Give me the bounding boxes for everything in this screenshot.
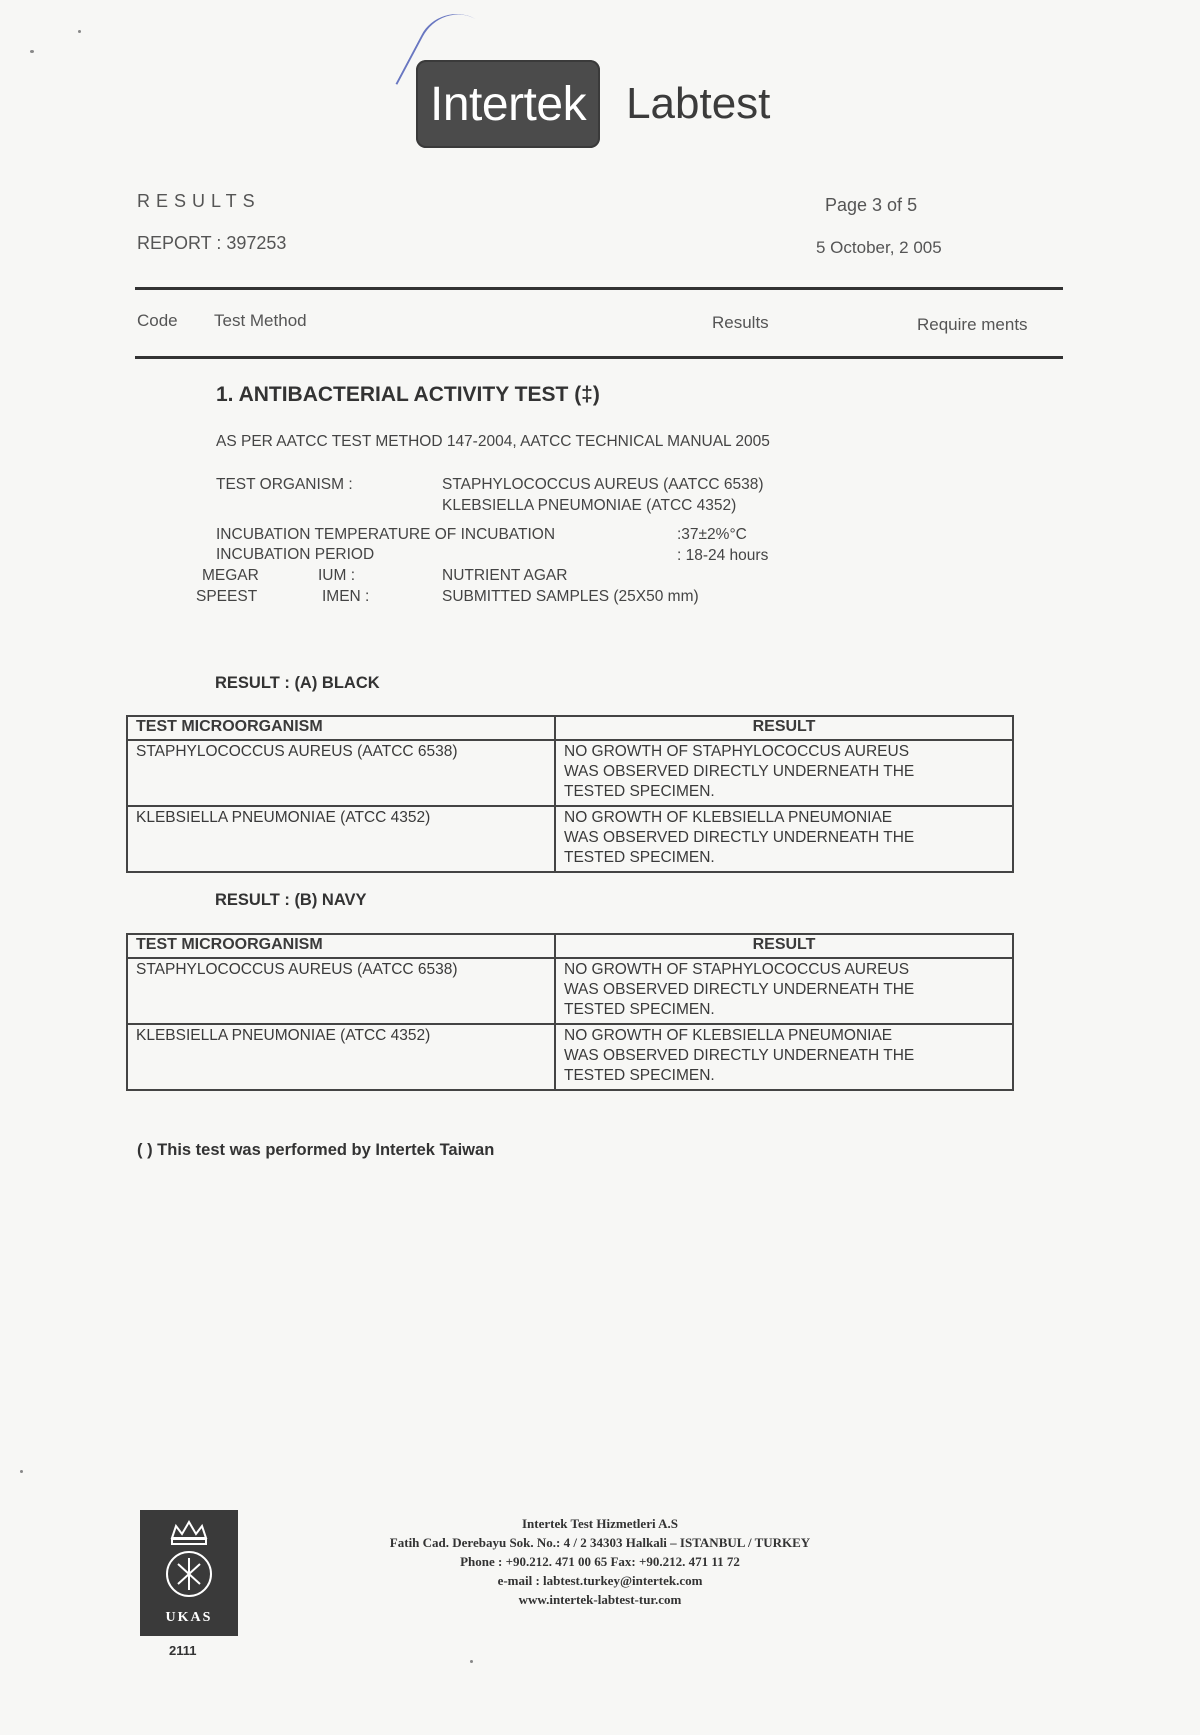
organism-cell: STAPHYLOCOCCUS AUREUS (AATCC 6538) bbox=[127, 740, 555, 806]
scan-speck bbox=[30, 50, 34, 53]
page-indicator: Page 3 of 5 bbox=[825, 195, 918, 215]
column-header-requirements: Require ments bbox=[917, 315, 1028, 334]
table-row bbox=[127, 806, 1013, 872]
report-number: REPORT : 397253 bbox=[137, 233, 287, 253]
result-line: TESTED SPECIMEN. bbox=[564, 849, 715, 866]
organism-cell: KLEBSIELLA PNEUMONIAE (ATCC 4352) bbox=[127, 1024, 555, 1090]
col-test-microorganism: TEST MICROORGANISM bbox=[127, 716, 555, 740]
result-a-heading: RESULT : (A) BLACK bbox=[215, 674, 380, 692]
medium-label-part-b: IUM : bbox=[318, 567, 356, 584]
specimen-label-part-a: SPEEST bbox=[196, 588, 258, 605]
result-b-heading: RESULT : (B) NAVY bbox=[215, 891, 367, 909]
col-result: RESULT bbox=[555, 716, 1013, 740]
result-line: NO GROWTH OF STAPHYLOCOCCUS AUREUS bbox=[564, 961, 910, 978]
table-row bbox=[127, 1024, 1013, 1090]
footer-website: www.intertek-labtest-tur.com bbox=[518, 1592, 682, 1607]
result-line: WAS OBSERVED DIRECTLY UNDERNEATH THE bbox=[564, 1047, 915, 1064]
company-logo bbox=[416, 60, 770, 148]
header-divider-bottom bbox=[135, 356, 1063, 359]
scan-speck bbox=[470, 1660, 473, 1663]
test-organism-label: TEST ORGANISM : bbox=[216, 476, 353, 493]
col-test-microorganism: TEST MICROORGANISM bbox=[127, 934, 555, 958]
result-line: NO GROWTH OF KLEBSIELLA PNEUMONIAE bbox=[564, 1027, 893, 1044]
ukas-number: 2111 bbox=[169, 1643, 197, 1658]
footer-address: Fatih Cad. Derebayu Sok. No.: 4 / 2 34303 Halkali – ISTANBUL / TURKEY bbox=[389, 1535, 811, 1550]
ukas-label: UKAS bbox=[165, 1610, 213, 1625]
footer-email: e-mail : labtest.turkey@intertek.com bbox=[497, 1573, 703, 1588]
result-line: NO GROWTH OF KLEBSIELLA PNEUMONIAE bbox=[564, 809, 893, 826]
result-cell bbox=[555, 740, 1013, 806]
table-row bbox=[127, 958, 1013, 1024]
scan-speck bbox=[20, 1470, 23, 1473]
result-b-table bbox=[126, 933, 1014, 1091]
results-title: RESULTS bbox=[137, 191, 261, 211]
column-header-code: Code bbox=[137, 311, 178, 330]
column-header-test-method: Test Method bbox=[214, 311, 307, 330]
table-header-row bbox=[127, 716, 1013, 740]
header-divider-top bbox=[135, 287, 1063, 290]
footer-company: Intertek Test Hizmetleri A.S bbox=[522, 1516, 678, 1531]
organism-cell: STAPHYLOCOCCUS AUREUS (AATCC 6538) bbox=[127, 958, 555, 1024]
result-line: NO GROWTH OF STAPHYLOCOCCUS AUREUS bbox=[564, 743, 910, 760]
footnote: ( ) This test was performed by Intertek Taiwan bbox=[137, 1141, 495, 1159]
scan-speck bbox=[78, 30, 81, 33]
col-result: RESULT bbox=[555, 934, 1013, 958]
specimen-label-part-b: IMEN : bbox=[322, 588, 370, 605]
company-footer bbox=[300, 1514, 900, 1609]
result-cell bbox=[555, 806, 1013, 872]
test-method-reference: AS PER AATCC TEST METHOD 147-2004, AATCC TECHNICAL MANUAL 2005 bbox=[216, 433, 770, 450]
logo-primary: Intertek bbox=[416, 60, 600, 148]
logo-secondary: Labtest bbox=[626, 79, 771, 128]
table-header-row bbox=[127, 934, 1013, 958]
result-line: TESTED SPECIMEN. bbox=[564, 783, 715, 800]
test-organism-1: STAPHYLOCOCCUS AUREUS (AATCC 6538) bbox=[442, 476, 764, 493]
result-cell bbox=[555, 958, 1013, 1024]
result-line: TESTED SPECIMEN. bbox=[564, 1001, 715, 1018]
result-a-table bbox=[126, 715, 1014, 873]
result-line: WAS OBSERVED DIRECTLY UNDERNEATH THE bbox=[564, 981, 915, 998]
report-date: 5 October, 2 005 bbox=[816, 238, 942, 257]
result-line: WAS OBSERVED DIRECTLY UNDERNEATH THE bbox=[564, 763, 915, 780]
incubation-temp-label: INCUBATION TEMPERATURE OF INCUBATION bbox=[216, 526, 556, 543]
section-title: 1. ANTIBACTERIAL ACTIVITY TEST (‡) bbox=[216, 383, 600, 406]
result-line: TESTED SPECIMEN. bbox=[564, 1067, 715, 1084]
result-line: WAS OBSERVED DIRECTLY UNDERNEATH THE bbox=[564, 829, 915, 846]
test-organism-2: KLEBSIELLA PNEUMONIAE (ATCC 4352) bbox=[442, 497, 737, 514]
medium-value: NUTRIENT AGAR bbox=[442, 567, 568, 584]
incubation-temp-value: :37±2%°C bbox=[677, 526, 747, 543]
specimen-value: SUBMITTED SAMPLES (25X50 mm) bbox=[442, 588, 699, 605]
medium-label-part-a: MEGAR bbox=[202, 567, 259, 584]
table-row bbox=[127, 740, 1013, 806]
result-cell bbox=[555, 1024, 1013, 1090]
ukas-accreditation-badge bbox=[140, 1510, 238, 1636]
ukas-crown-icon bbox=[158, 1516, 220, 1608]
organism-cell: KLEBSIELLA PNEUMONIAE (ATCC 4352) bbox=[127, 806, 555, 872]
footer-phone: Phone : +90.212. 471 00 65 Fax: +90.212. 471 11 72 bbox=[460, 1554, 740, 1569]
incubation-period-label: INCUBATION PERIOD bbox=[216, 546, 375, 563]
incubation-period-value: : 18-24 hours bbox=[677, 547, 769, 564]
column-header-results: Results bbox=[712, 313, 769, 332]
